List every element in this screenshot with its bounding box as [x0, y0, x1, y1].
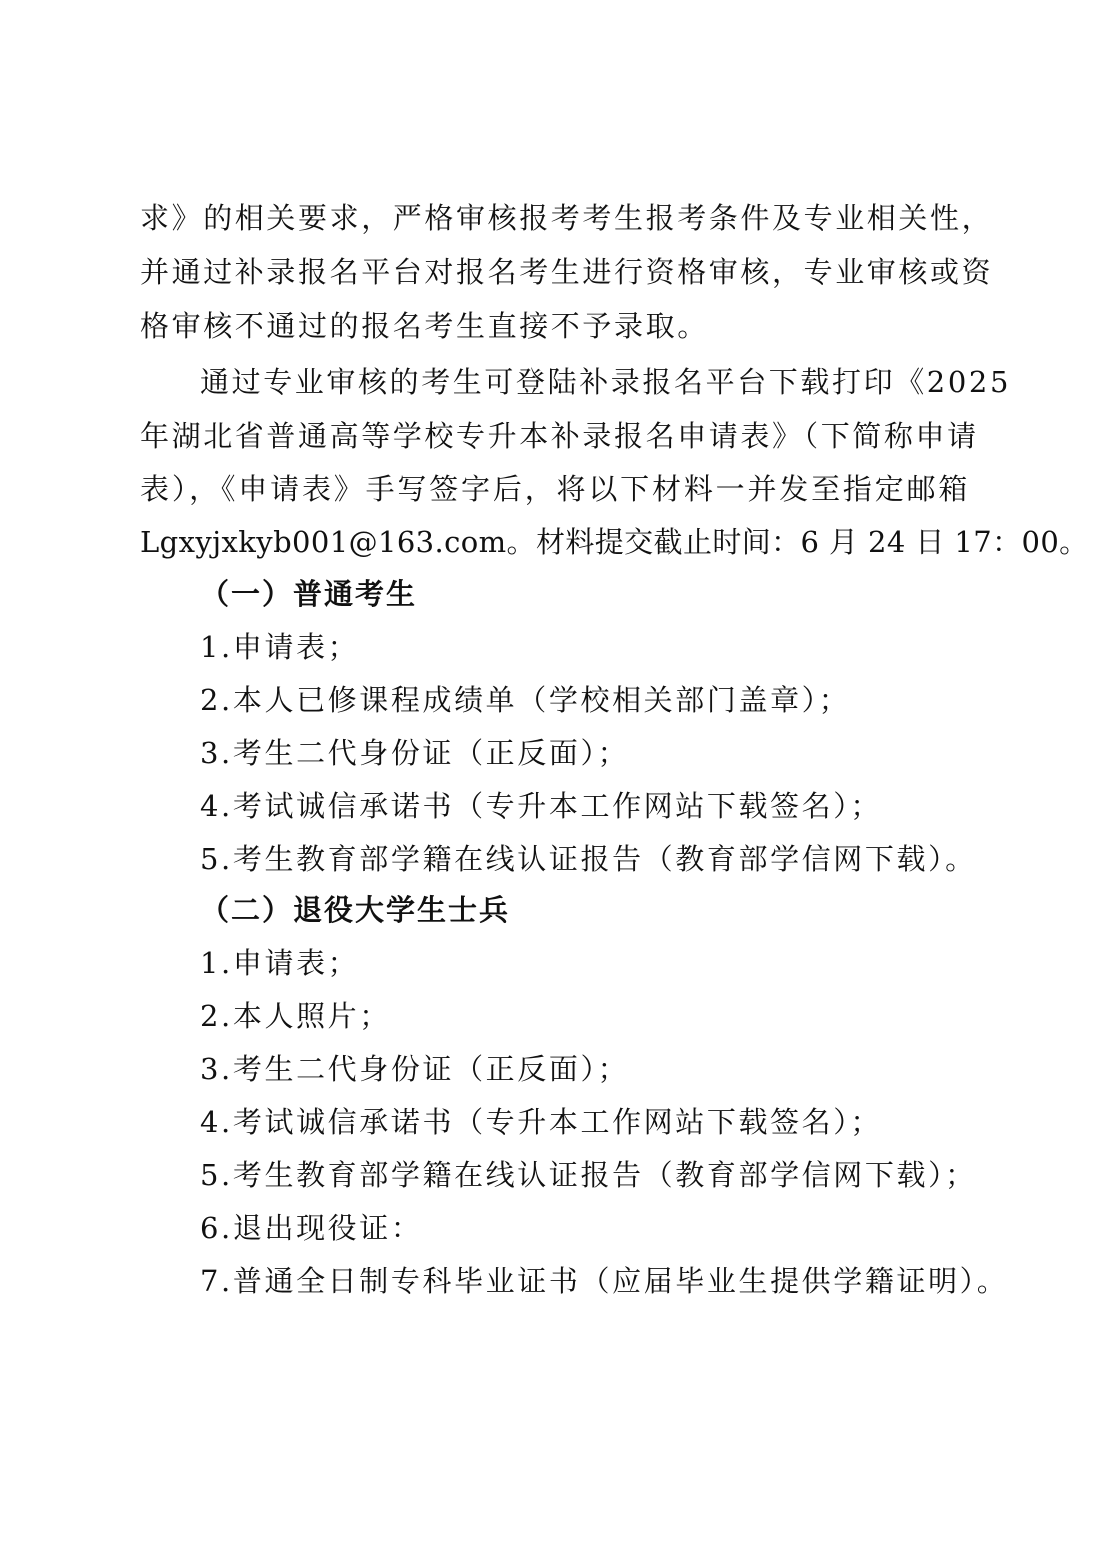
section1-list-item: 3.考生二代身份证（正反面）；	[200, 736, 630, 770]
paragraph1-line: 并通过补录报名平台对报名考生进行资格审核，专业审核或资	[140, 255, 994, 289]
section2-list-item: 2.本人照片；	[200, 999, 391, 1033]
section2-list-item: 7.普通全日制专科毕业证书（应届毕业生提供学籍证明）。	[200, 1264, 1009, 1298]
section2-list-item: 3.考生二代身份证（正反面）；	[200, 1052, 630, 1086]
section1-list-item: 2.本人已修课程成绩单（学校相关部门盖章）；	[200, 683, 851, 717]
section1-list-item: 4.考试诚信承诺书（专升本工作网站下载签名）；	[200, 789, 882, 823]
section2-list-item: 1.申请表；	[200, 946, 360, 980]
section2-list-item: 5.考生教育部学籍在线认证报告（教育部学信网下载）；	[200, 1158, 977, 1192]
section1-heading: （一）普通考生	[200, 577, 418, 611]
paragraph2-line: Lgxyjxkyb001@163.com。材料提交截止时间：6 月 24 日 17：00。	[140, 525, 1089, 559]
paragraph2-line: 表），《申请表》手写签字后，将以下材料一并发至指定邮箱	[140, 472, 970, 506]
paragraph2-line: 通过专业审核的考生可登陆补录报名平台下载打印《2025	[200, 365, 1012, 399]
section2-list-item: 4.考试诚信承诺书（专升本工作网站下载签名）；	[200, 1105, 882, 1139]
section2-list-item: 6.退出现役证：	[200, 1211, 423, 1245]
paragraph1-line: 格审核不通过的报名考生直接不予录取。	[140, 309, 709, 343]
section2-heading: （二）退役大学生士兵	[200, 893, 511, 927]
paragraph2-line: 年湖北省普通高等学校专升本补录报名申请表》（下简称申请	[140, 419, 979, 453]
section1-list-item: 5.考生教育部学籍在线认证报告（教育部学信网下载）。	[200, 842, 977, 876]
section1-list-item: 1.申请表；	[200, 630, 360, 664]
paragraph1-line: 求》的相关要求，严格审核报考考生报考条件及专业相关性，	[140, 201, 994, 235]
